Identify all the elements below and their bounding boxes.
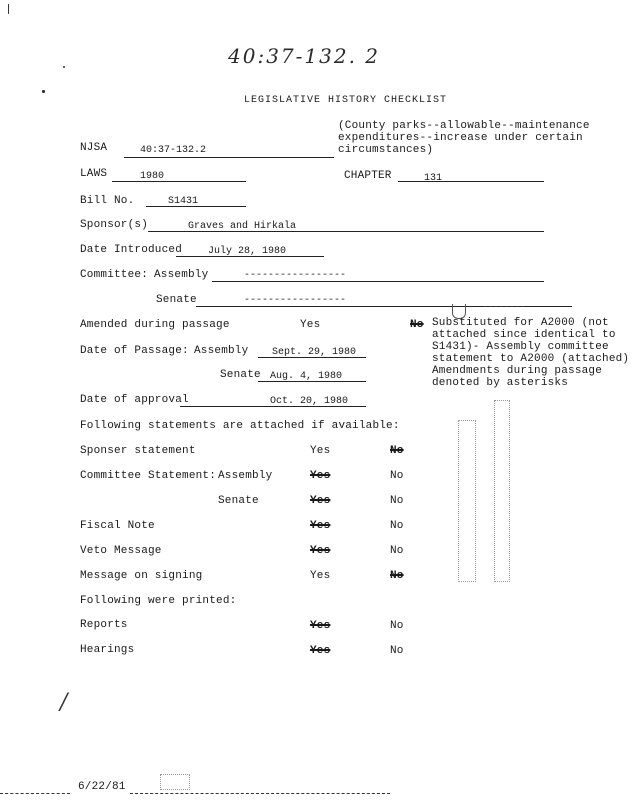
veto-message-no: No xyxy=(390,545,404,557)
date-introduced-label: Date Introduced xyxy=(80,244,183,256)
bill-value: S1431 xyxy=(168,196,199,207)
date-of-approval-value: Oct. 20, 1980 xyxy=(270,396,349,407)
footer-dashed-line xyxy=(130,793,390,794)
sponsor-statement-label: Sponser statement xyxy=(80,445,196,457)
sponsors-underline xyxy=(148,231,544,232)
sponsors-label: Sponsor(s) xyxy=(80,219,149,231)
fiscal-note-label: Fiscal Note xyxy=(80,520,155,532)
committee-statement-senate-yes-struck: Yes xyxy=(310,495,331,507)
date-introduced-value: July 28, 1980 xyxy=(208,246,287,257)
message-on-signing-no-struck: No xyxy=(390,570,404,582)
bill-underline xyxy=(146,206,246,207)
date-of-approval-underline xyxy=(180,406,366,407)
veto-message-label: Veto Message xyxy=(80,545,162,557)
margin-mark xyxy=(63,66,65,68)
handwritten-statute-number: 40:37-132. 2 xyxy=(228,44,381,68)
margin-slash-mark: / xyxy=(60,690,68,715)
committee-assembly-value: ----------------- xyxy=(244,270,347,281)
amended-no-struck: No xyxy=(410,319,424,331)
committee-senate-label: Senate xyxy=(156,294,197,306)
margin-mark xyxy=(8,4,9,14)
reports-no: No xyxy=(390,620,404,632)
passage-assembly-underline xyxy=(258,357,366,358)
laws-value: 1980 xyxy=(140,171,165,182)
date-of-approval-label: Date of approval xyxy=(80,394,189,406)
date-of-passage-label: Date of Passage: xyxy=(80,345,189,357)
reports-yes-struck: Yes xyxy=(310,620,331,632)
hearings-no: No xyxy=(390,645,404,657)
chapter-value: 131 xyxy=(424,173,443,184)
committee-statement-assembly-no: No xyxy=(390,470,404,482)
njsa-value: 40:37-132.2 xyxy=(140,145,207,156)
margin-mark xyxy=(42,90,45,93)
statements-heading: Following statements are attached if available: xyxy=(80,420,400,432)
laws-label: LAWS xyxy=(80,168,108,180)
committee-statement-senate-label: Senate xyxy=(218,495,259,507)
passage-senate-underline xyxy=(258,381,366,382)
message-on-signing-yes: Yes xyxy=(310,570,331,582)
laws-underline xyxy=(112,181,246,182)
passage-senate-label: Senate xyxy=(220,369,261,381)
faint-vertical-stamp xyxy=(494,400,510,582)
footer-date: 6/22/81 xyxy=(78,781,126,793)
message-on-signing-label: Message on signing xyxy=(80,570,203,582)
committee-statement-assembly-yes-struck: Yes xyxy=(310,470,331,482)
hearings-label: Hearings xyxy=(80,644,135,656)
bill-label: Bill No. xyxy=(80,195,135,207)
fiscal-note-no: No xyxy=(390,520,404,532)
printed-heading: Following were printed: xyxy=(80,595,237,607)
chapter-label: CHAPTER xyxy=(344,170,392,182)
committee-statement-senate-no: No xyxy=(390,495,404,507)
sponsors-value: Graves and Hirkala xyxy=(188,221,297,232)
reports-label: Reports xyxy=(80,619,128,631)
committee-label: Committee: xyxy=(80,269,149,281)
chapter-underline xyxy=(398,181,544,182)
committee-assembly-underline xyxy=(212,281,544,282)
amended-yes: Yes xyxy=(300,319,321,331)
committee-assembly-label: Assembly xyxy=(154,269,209,281)
sponsor-statement-yes: Yes xyxy=(310,445,331,457)
stamp-mark xyxy=(484,306,524,307)
passage-assembly-label: Assembly xyxy=(194,345,249,357)
bill-description: (County parks--allowable--maintenance expenditures--increase under certain circumstances) xyxy=(338,120,590,156)
footer-dashed-line xyxy=(0,793,70,794)
amended-note: Substituted for A2000 (not attached since identical to S1431)- Assembly committee statement to A2000 (attached) Amendments during passage denoted by asterisks xyxy=(432,317,630,389)
njsa-underline xyxy=(124,157,334,158)
committee-statement-label: Committee Statement: xyxy=(80,470,217,482)
date-introduced-underline xyxy=(176,256,324,257)
amended-label: Amended during passage xyxy=(80,319,230,331)
sponsor-statement-no-struck: No xyxy=(390,445,404,457)
committee-statement-assembly-label: Assembly xyxy=(218,470,273,482)
committee-senate-value: ----------------- xyxy=(244,295,347,306)
hearings-yes-struck: Yes xyxy=(310,645,331,657)
passage-senate-value: Aug. 4, 1980 xyxy=(270,371,343,382)
njsa-label: NJSA xyxy=(80,142,108,154)
faint-stamp xyxy=(160,774,190,790)
page-title: LEGISLATIVE HISTORY CHECKLIST xyxy=(244,95,448,106)
veto-message-yes-struck: Yes xyxy=(310,545,331,557)
fiscal-note-yes-struck: Yes xyxy=(310,520,331,532)
passage-assembly-value: Sept. 29, 1980 xyxy=(272,347,357,358)
faint-vertical-stamp xyxy=(458,420,476,582)
